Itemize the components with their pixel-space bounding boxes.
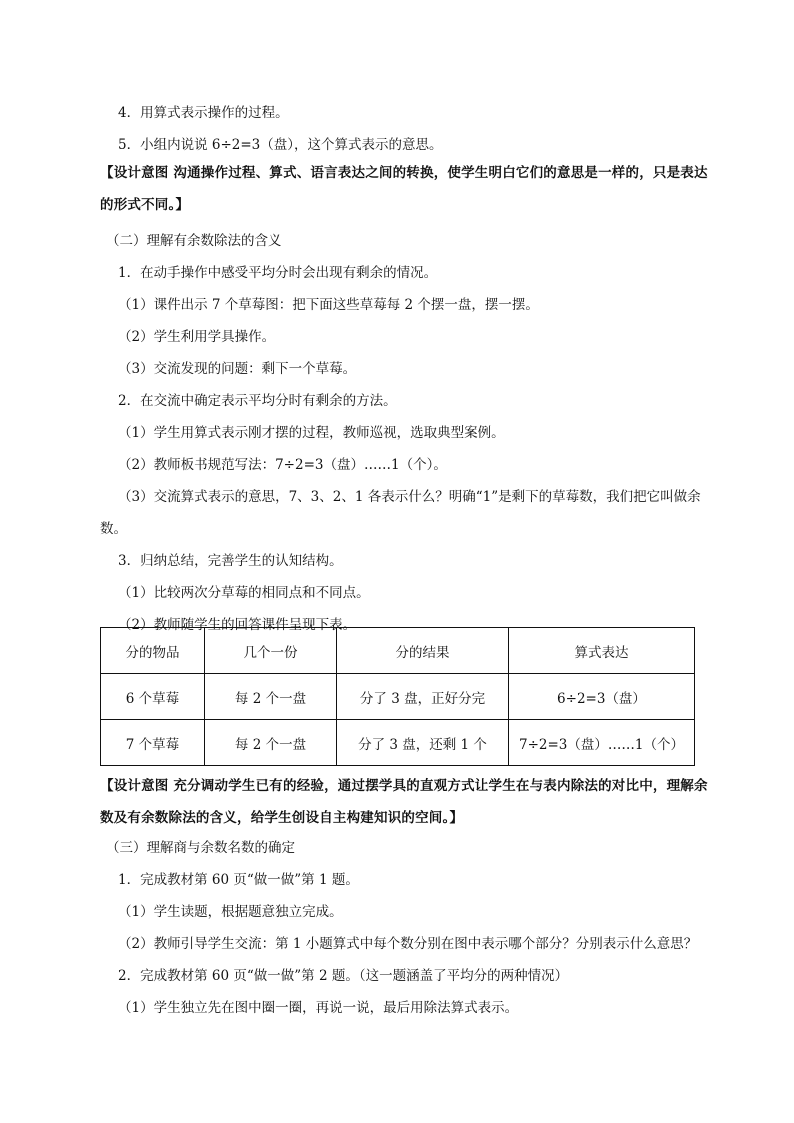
section-2-line: （3）交流发现的问题：剩下一个草莓。	[118, 361, 357, 377]
section-2-heading: （二）理解有余数除法的含义	[106, 233, 282, 249]
section-2-line: （1）学生用算式表示刚才摆的过程，教师巡视，选取典型案例。	[118, 425, 505, 441]
section-2-line: （2）教师随学生的回答课件呈现下表。	[118, 617, 357, 633]
table-cell: 6 个草莓	[101, 674, 205, 720]
section-3-heading: （三）理解商与余数名数的确定	[106, 840, 295, 856]
table-header-cell: 分的结果	[337, 628, 509, 674]
comparison-table	[100, 627, 694, 766]
section-2-line: 3．归纳总结，完善学生的认知结构。	[118, 553, 343, 569]
table-cell: 分了 3 盘，正好分完	[337, 674, 509, 720]
table-cell: 6÷2=3（盘）	[509, 674, 695, 720]
design-intent-1: 【设计意图 沟通操作过程、算式、语言表达之间的转换，使学生明白它们的意思是一样的，只是表达的形式不同。】	[100, 165, 708, 213]
table-header-cell: 算式表达	[509, 628, 695, 674]
table-cell: 7÷2=3（盘）……1（个）	[509, 720, 695, 766]
table-header-cell: 几个一份	[205, 628, 337, 674]
section-3-line: （1）学生独立先在图中圈一圈，再说一说，最后用除法算式表示。	[118, 1000, 519, 1016]
table-header-row	[101, 628, 695, 674]
section-2-paragraph-3: （3）交流算式表示的意思，7、3、2、1 各表示什么？明确“1”是剩下的草莓数，我们把它叫做余	[118, 489, 701, 505]
section-2-paragraph-3-end: 数。	[100, 521, 127, 537]
step-4-line: 4．用算式表示操作的过程。	[118, 105, 289, 121]
design-intent-2: 【设计意图 充分调动学生已有的经验，通过摆学具的直观方式让学生在与表内除法的对比中，理解余数及有余数除法的含义，给学生创设自主构建知识的空间。】	[100, 778, 708, 826]
section-2-line: （1）比较两次分草莓的相同点和不同点。	[118, 585, 370, 601]
step-5-line: 5．小组内说说 6÷2=3（盘），这个算式表示的意思。	[118, 137, 443, 153]
section-3-line: 2．完成教材第 60 页“做一做”第 2 题。（这一题涵盖了平均分的两种情况）	[118, 968, 569, 984]
section-3-line: （2）教师引导学生交流：第 1 小题算式中每个数分别在图中表示哪个部分？分别表示什么意思？	[118, 936, 698, 952]
section-2-line: 2．在交流中确定表示平均分时有剩余的方法。	[118, 393, 397, 409]
table-cell: 每 2 个一盘	[205, 674, 337, 720]
section-3-line: 1．完成教材第 60 页“做一做”第 1 题。	[118, 872, 359, 888]
table-cell: 7 个草莓	[101, 720, 205, 766]
section-2-line: （2）学生利用学具操作。	[118, 329, 276, 345]
table-row	[101, 720, 695, 766]
table-header-cell: 分的物品	[101, 628, 205, 674]
section-2-line: 1．在动手操作中感受平均分时会出现有剩余的情况。	[118, 265, 438, 281]
section-2-line: （2）教师板书规范写法：7÷2=3（盘）……1（个）。	[118, 457, 447, 473]
table-row	[101, 674, 695, 720]
section-3-line: （1）学生读题，根据题意独立完成。	[118, 904, 343, 920]
table-cell: 分了 3 盘，还剩 1 个	[337, 720, 509, 766]
table-cell: 每 2 个一盘	[205, 720, 337, 766]
section-2-line: （1）课件出示 7 个草莓图：把下面这些草莓每 2 个摆一盘，摆一摆。	[118, 297, 539, 313]
